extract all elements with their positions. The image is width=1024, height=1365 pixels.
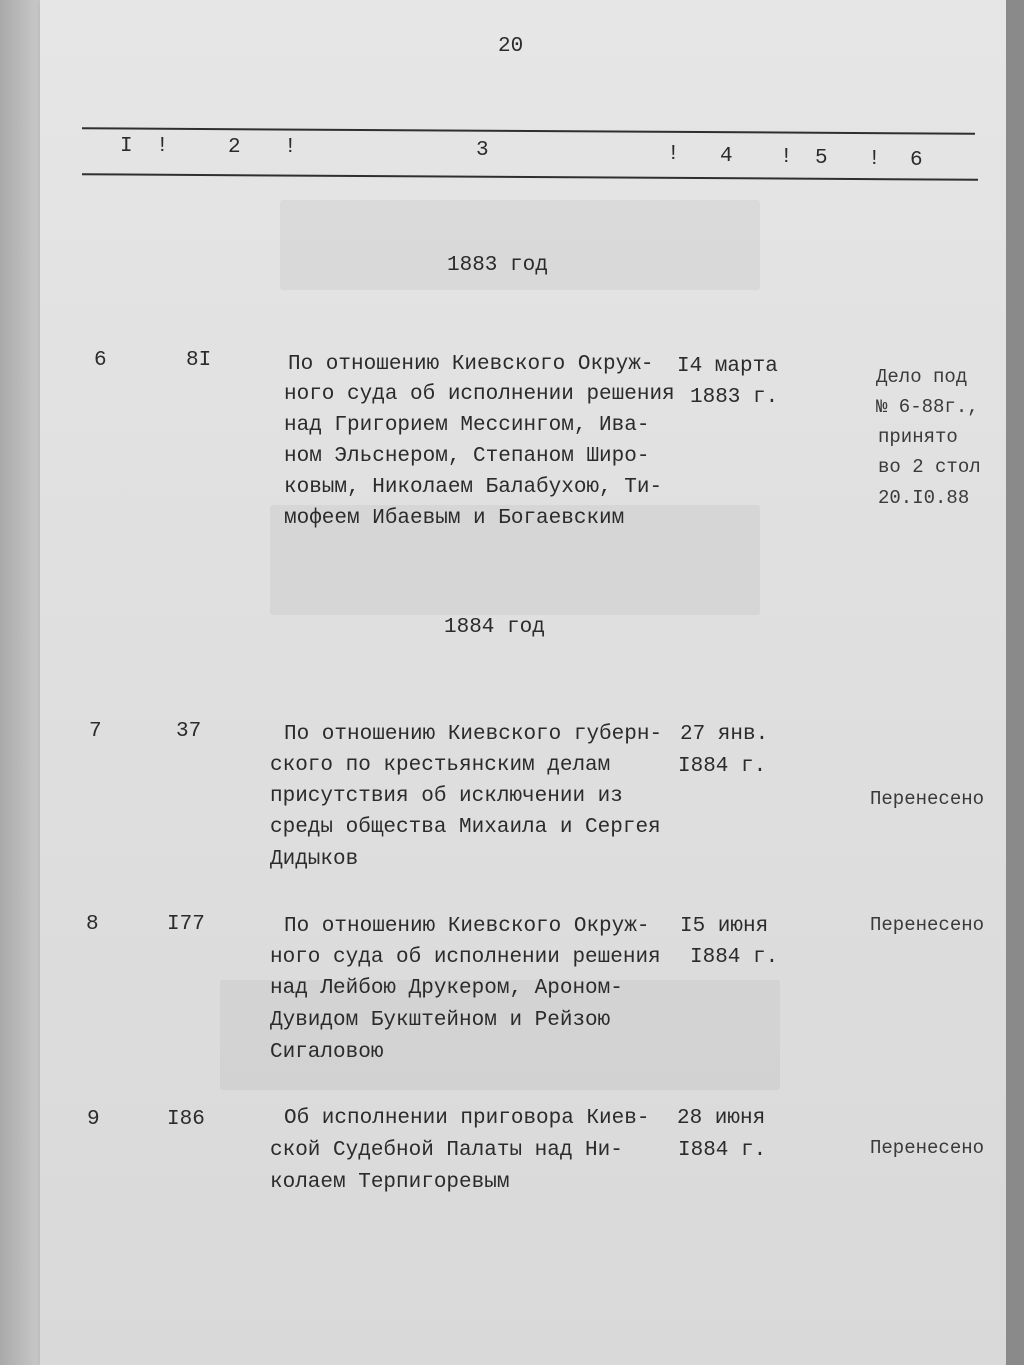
entry-line: среды общества Михаила и Сергея bbox=[270, 816, 661, 839]
col-header-1: I bbox=[120, 135, 133, 158]
entry-date: 28 июня bbox=[677, 1107, 766, 1130]
entry-line: мофеем Ибаевым и Богаевским bbox=[284, 507, 625, 530]
page-edge bbox=[1006, 0, 1024, 1365]
entry-date: I884 г. bbox=[678, 755, 767, 778]
entry-date: 1883 г. bbox=[690, 386, 779, 409]
col-separator: ! bbox=[156, 135, 169, 158]
entry-number: 6 bbox=[94, 349, 107, 372]
entry-note: Перенесено bbox=[870, 788, 985, 810]
entry-note: Перенесено bbox=[870, 1137, 985, 1159]
entry-line: присутствия об исключении из bbox=[270, 785, 623, 808]
year-heading: 1883 год bbox=[447, 254, 548, 277]
col-separator: ! bbox=[667, 143, 680, 166]
col-separator: ! bbox=[868, 148, 881, 171]
col-header-2: 2 bbox=[228, 136, 241, 159]
entry-date: I4 марта bbox=[677, 355, 778, 378]
entry-date: I884 г. bbox=[678, 1139, 767, 1162]
page-number: 20 bbox=[498, 35, 524, 58]
entry-number: 9 bbox=[87, 1108, 100, 1131]
document-number: 8I bbox=[186, 349, 212, 372]
entry-line: По отношению Киевского Окруж- bbox=[284, 915, 650, 938]
col-header-6: 6 bbox=[910, 149, 923, 172]
col-header-5: 5 bbox=[815, 147, 828, 170]
entry-line: Дидыков bbox=[270, 848, 359, 871]
col-separator: ! bbox=[284, 136, 297, 159]
entry-line: колаем Терпигоревым bbox=[270, 1171, 510, 1194]
entry-line: Дувидом Букштейном и Рейзою bbox=[270, 1009, 611, 1032]
entry-line: По отношению Киевского Окруж- bbox=[288, 353, 654, 376]
entry-line: ской Судебной Палаты над Ни- bbox=[270, 1139, 623, 1162]
col-header-4: 4 bbox=[720, 145, 733, 168]
entry-line: Сигаловою bbox=[270, 1041, 384, 1064]
document-number: 37 bbox=[176, 720, 202, 743]
entry-line: ковым, Николаем Балабухою, Ти- bbox=[284, 476, 663, 499]
entry-note: Перенесено bbox=[870, 914, 985, 936]
entry-note: Дело под bbox=[876, 366, 968, 388]
col-separator: ! bbox=[780, 146, 793, 169]
entry-number: 8 bbox=[86, 913, 99, 936]
entry-note: 20.I0.88 bbox=[878, 487, 970, 509]
entry-date: I5 июня bbox=[680, 915, 769, 938]
entry-line: ского по крестьянским делам bbox=[270, 754, 611, 777]
document-number: I77 bbox=[167, 913, 205, 936]
entry-line: над Лейбою Друкером, Ароном- bbox=[270, 977, 623, 1000]
entry-line: По отношению Киевского губерн- bbox=[284, 723, 663, 746]
document-number: I86 bbox=[167, 1108, 205, 1131]
entry-note: во 2 стол bbox=[878, 456, 981, 478]
entry-line: над Григорием Мессингом, Ива- bbox=[284, 414, 650, 437]
entry-line: ного суда об исполнении решения bbox=[270, 946, 661, 969]
entry-line: ном Эльснером, Степаном Широ- bbox=[284, 445, 650, 468]
year-heading: 1884 год bbox=[444, 616, 545, 639]
entry-number: 7 bbox=[89, 720, 102, 743]
entry-date: I884 г. bbox=[690, 946, 779, 969]
entry-note: принято bbox=[878, 426, 958, 448]
col-header-3: 3 bbox=[476, 139, 489, 162]
entry-line: ного суда об исполнении решения bbox=[284, 383, 675, 406]
entry-line: Об исполнении приговора Киев- bbox=[284, 1107, 650, 1130]
entry-note: № 6-88г., bbox=[876, 396, 979, 418]
entry-date: 27 янв. bbox=[680, 723, 769, 746]
